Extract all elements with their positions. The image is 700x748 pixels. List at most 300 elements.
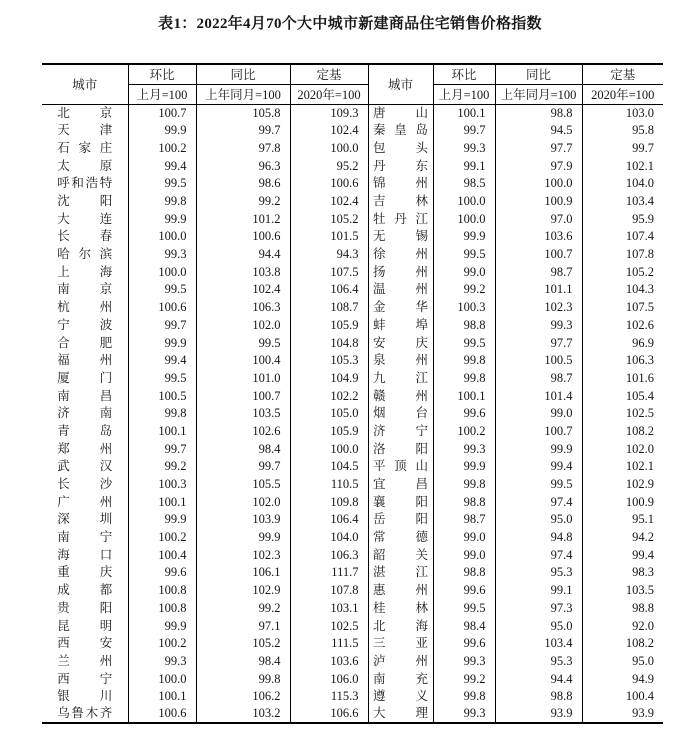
left-mom-value: 99.9 bbox=[128, 122, 196, 140]
right-city-name: 大 理 bbox=[368, 705, 433, 723]
right-yoy-value: 99.1 bbox=[495, 582, 582, 600]
right-city-name: 秦 皇 岛 bbox=[368, 122, 433, 140]
right-mom-value: 99.1 bbox=[433, 157, 495, 175]
left-yoy-value: 102.0 bbox=[196, 316, 290, 334]
header-city-right: 城市 bbox=[368, 64, 433, 104]
header-fixed-left: 定基 bbox=[290, 64, 368, 84]
table-row bbox=[42, 422, 663, 440]
right-fixed-value: 103.5 bbox=[625, 583, 654, 598]
right-mom-value: 98.4 bbox=[433, 617, 495, 635]
left-mom-value: 99.9 bbox=[128, 334, 196, 352]
right-fixed-value: 92.0 bbox=[632, 618, 654, 633]
left-fixed-value: 105.9 bbox=[290, 422, 368, 440]
left-city-name: 大 连 bbox=[42, 210, 128, 228]
left-fixed-value: 105.0 bbox=[290, 405, 368, 423]
right-mom-value: 99.5 bbox=[433, 334, 495, 352]
left-city-name: 呼 和 浩 特 bbox=[42, 175, 128, 193]
left-mom-value: 100.2 bbox=[128, 139, 196, 157]
right-city-name: 温 州 bbox=[368, 281, 433, 299]
right-city-name: 泸 州 bbox=[368, 652, 433, 670]
right-mom-value: 99.9 bbox=[433, 458, 495, 476]
table-row bbox=[42, 440, 663, 458]
right-mom-value: 99.0 bbox=[433, 529, 495, 547]
left-yoy-value: 100.6 bbox=[196, 228, 290, 246]
left-city-name: 海 口 bbox=[42, 546, 128, 564]
right-fixed-value: 95.8 bbox=[632, 123, 654, 138]
right-yoy-value: 97.4 bbox=[495, 546, 582, 564]
right-yoy-value: 98.7 bbox=[495, 369, 582, 387]
left-mom-value: 100.7 bbox=[128, 104, 196, 122]
table-row bbox=[42, 458, 663, 476]
right-city-name: 常 德 bbox=[368, 529, 433, 547]
header-yoy-left: 同比 bbox=[196, 64, 290, 84]
right-city-name: 赣 州 bbox=[368, 387, 433, 405]
right-fixed-value: 100.9 bbox=[625, 494, 654, 509]
right-yoy-value: 98.8 bbox=[495, 688, 582, 706]
right-fixed-value: 107.8 bbox=[625, 247, 654, 262]
table-row bbox=[42, 511, 663, 529]
left-mom-value: 99.3 bbox=[128, 652, 196, 670]
right-mom-value: 99.3 bbox=[433, 705, 495, 723]
right-yoy-value: 99.4 bbox=[495, 458, 582, 476]
left-city-name: 厦 门 bbox=[42, 369, 128, 387]
right-yoy-value: 97.4 bbox=[495, 493, 582, 511]
right-yoy-value: 97.0 bbox=[495, 210, 582, 228]
right-fixed-value: 103.0 bbox=[625, 105, 654, 120]
left-mom-value: 99.7 bbox=[128, 316, 196, 334]
right-city-name: 丹 东 bbox=[368, 157, 433, 175]
right-city-name: 宜 昌 bbox=[368, 475, 433, 493]
right-yoy-value: 97.9 bbox=[495, 157, 582, 175]
left-yoy-value: 102.3 bbox=[196, 546, 290, 564]
left-yoy-value: 102.4 bbox=[196, 281, 290, 299]
left-yoy-value: 106.2 bbox=[196, 688, 290, 706]
left-mom-value: 99.5 bbox=[128, 281, 196, 299]
left-mom-value: 99.7 bbox=[128, 440, 196, 458]
left-mom-value: 100.8 bbox=[128, 599, 196, 617]
right-yoy-value: 101.1 bbox=[495, 281, 582, 299]
left-yoy-value: 99.7 bbox=[196, 122, 290, 140]
left-city-name: 宁 波 bbox=[42, 316, 128, 334]
left-fixed-value: 110.5 bbox=[290, 475, 368, 493]
right-yoy-value: 99.0 bbox=[495, 405, 582, 423]
right-city-name: 蚌 埠 bbox=[368, 316, 433, 334]
right-city-name: 金 华 bbox=[368, 299, 433, 317]
left-city-name: 成 都 bbox=[42, 582, 128, 600]
right-mom-value: 99.3 bbox=[433, 652, 495, 670]
right-city-name: 无 锡 bbox=[368, 228, 433, 246]
right-fixed-value: 105.2 bbox=[625, 264, 654, 279]
price-index-table bbox=[42, 63, 663, 724]
left-fixed-value: 100.0 bbox=[290, 139, 368, 157]
right-mom-value: 100.1 bbox=[433, 104, 495, 122]
right-yoy-value: 100.7 bbox=[495, 246, 582, 264]
left-fixed-value: 104.0 bbox=[290, 529, 368, 547]
left-mom-value: 99.8 bbox=[128, 405, 196, 423]
table-row bbox=[42, 546, 663, 564]
left-mom-value: 99.9 bbox=[128, 617, 196, 635]
left-city-name: 青 岛 bbox=[42, 422, 128, 440]
left-city-name: 济 南 bbox=[42, 405, 128, 423]
right-yoy-value: 103.4 bbox=[495, 635, 582, 653]
left-yoy-value: 101.2 bbox=[196, 210, 290, 228]
right-fixed-value: 108.2 bbox=[625, 636, 654, 651]
left-fixed-value: 104.5 bbox=[290, 458, 368, 476]
right-yoy-value: 99.5 bbox=[495, 475, 582, 493]
right-fixed-value: 99.7 bbox=[632, 140, 654, 155]
left-fixed-value: 102.4 bbox=[290, 192, 368, 210]
right-yoy-value: 103.6 bbox=[495, 228, 582, 246]
right-city-name: 南 充 bbox=[368, 670, 433, 688]
left-yoy-value: 103.8 bbox=[196, 263, 290, 281]
right-fixed-value: 104.0 bbox=[625, 176, 654, 191]
left-yoy-value: 103.2 bbox=[196, 705, 290, 723]
right-fixed-value: 99.4 bbox=[632, 547, 654, 562]
right-city-name: 遵 义 bbox=[368, 688, 433, 706]
right-mom-value: 99.5 bbox=[433, 246, 495, 264]
right-fixed-value: 96.9 bbox=[632, 335, 654, 350]
header-yoy-base-left: 上年同月=100 bbox=[196, 84, 290, 104]
left-mom-value: 99.2 bbox=[128, 458, 196, 476]
table-row bbox=[42, 617, 663, 635]
left-mom-value: 100.6 bbox=[128, 299, 196, 317]
right-city-name: 济 宁 bbox=[368, 422, 433, 440]
left-mom-value: 100.1 bbox=[128, 422, 196, 440]
left-city-name: 乌 鲁 木 齐 bbox=[42, 705, 128, 723]
right-mom-value: 98.8 bbox=[433, 564, 495, 582]
header-yoy-right: 同比 bbox=[495, 64, 582, 84]
table-row bbox=[42, 122, 663, 140]
table-row bbox=[42, 369, 663, 387]
left-yoy-value: 99.9 bbox=[196, 529, 290, 547]
left-fixed-value: 111.7 bbox=[290, 564, 368, 582]
left-fixed-value: 106.6 bbox=[290, 705, 368, 723]
left-yoy-value: 98.4 bbox=[196, 652, 290, 670]
header-fixed-base-left: 2020年=100 bbox=[290, 84, 368, 104]
left-yoy-value: 102.0 bbox=[196, 493, 290, 511]
left-yoy-value: 101.0 bbox=[196, 369, 290, 387]
right-city-name: 湛 江 bbox=[368, 564, 433, 582]
left-fixed-value: 101.5 bbox=[290, 228, 368, 246]
right-fixed-value: 102.9 bbox=[625, 477, 654, 492]
header-yoy-base-right: 上年同月=100 bbox=[495, 84, 582, 104]
table-row bbox=[42, 564, 663, 582]
left-fixed-value: 106.0 bbox=[290, 670, 368, 688]
left-city-name: 深 圳 bbox=[42, 511, 128, 529]
right-city-name: 泉 州 bbox=[368, 352, 433, 370]
right-fixed-value: 95.9 bbox=[632, 211, 654, 226]
table-title: 表1：2022年4月70个大中城市新建商品住宅销售价格指数 bbox=[158, 16, 542, 32]
table-body bbox=[42, 104, 663, 723]
table-row bbox=[42, 405, 663, 423]
right-city-name: 襄 阳 bbox=[368, 493, 433, 511]
right-mom-value: 99.0 bbox=[433, 546, 495, 564]
left-city-name: 武 汉 bbox=[42, 458, 128, 476]
right-fixed-value: 95.0 bbox=[632, 653, 654, 668]
left-fixed-value: 106.3 bbox=[290, 546, 368, 564]
right-fixed-value: 107.4 bbox=[625, 229, 654, 244]
left-fixed-value: 111.5 bbox=[290, 635, 368, 653]
left-city-name: 北 京 bbox=[42, 104, 128, 122]
right-mom-value: 99.9 bbox=[433, 228, 495, 246]
header-city-left: 城市 bbox=[42, 64, 128, 104]
table-row bbox=[42, 529, 663, 547]
table-row bbox=[42, 652, 663, 670]
left-city-name: 石 家 庄 bbox=[42, 139, 128, 157]
left-fixed-value: 100.0 bbox=[290, 440, 368, 458]
right-city-name: 九 江 bbox=[368, 369, 433, 387]
right-yoy-value: 100.0 bbox=[495, 175, 582, 193]
left-mom-value: 99.4 bbox=[128, 352, 196, 370]
right-fixed-value: 108.2 bbox=[625, 423, 654, 438]
table-row bbox=[42, 635, 663, 653]
right-yoy-value: 95.0 bbox=[495, 511, 582, 529]
right-yoy-value: 98.7 bbox=[495, 263, 582, 281]
right-yoy-value: 93.9 bbox=[495, 705, 582, 723]
left-city-name: 合 肥 bbox=[42, 334, 128, 352]
header-fixed-base-right: 2020年=100 bbox=[591, 88, 655, 102]
right-city-name: 烟 台 bbox=[368, 405, 433, 423]
left-yoy-value: 99.2 bbox=[196, 599, 290, 617]
left-city-name: 广 州 bbox=[42, 493, 128, 511]
right-mom-value: 100.2 bbox=[433, 422, 495, 440]
right-fixed-value: 94.2 bbox=[632, 530, 654, 545]
right-fixed-value: 102.5 bbox=[625, 406, 654, 421]
left-mom-value: 100.3 bbox=[128, 475, 196, 493]
left-mom-value: 99.8 bbox=[128, 192, 196, 210]
table-row bbox=[42, 316, 663, 334]
right-fixed-value: 101.6 bbox=[625, 370, 654, 385]
left-fixed-value: 106.4 bbox=[290, 281, 368, 299]
right-yoy-value: 95.3 bbox=[495, 652, 582, 670]
right-city-name: 洛 阳 bbox=[368, 440, 433, 458]
right-fixed-value: 102.1 bbox=[625, 459, 654, 474]
table-row bbox=[42, 688, 663, 706]
right-mom-value: 99.8 bbox=[433, 475, 495, 493]
left-mom-value: 99.5 bbox=[128, 175, 196, 193]
left-city-name: 银 川 bbox=[42, 688, 128, 706]
left-mom-value: 100.8 bbox=[128, 582, 196, 600]
table-row bbox=[42, 493, 663, 511]
table-row bbox=[42, 228, 663, 246]
right-fixed-value: 104.3 bbox=[625, 282, 654, 297]
left-fixed-value: 100.6 bbox=[290, 175, 368, 193]
right-yoy-value: 97.3 bbox=[495, 599, 582, 617]
right-city-name: 包 头 bbox=[368, 139, 433, 157]
left-yoy-value: 97.1 bbox=[196, 617, 290, 635]
right-mom-value: 99.2 bbox=[433, 281, 495, 299]
left-yoy-value: 94.4 bbox=[196, 246, 290, 264]
right-city-name: 扬 州 bbox=[368, 263, 433, 281]
left-yoy-value: 100.4 bbox=[196, 352, 290, 370]
table-row bbox=[42, 705, 663, 723]
right-city-name: 安 庆 bbox=[368, 334, 433, 352]
left-yoy-value: 99.5 bbox=[196, 334, 290, 352]
right-mom-value: 99.6 bbox=[433, 405, 495, 423]
left-city-name: 兰 州 bbox=[42, 652, 128, 670]
left-mom-value: 100.0 bbox=[128, 670, 196, 688]
right-mom-value: 98.8 bbox=[433, 316, 495, 334]
table-row bbox=[42, 582, 663, 600]
right-mom-value: 99.7 bbox=[433, 122, 495, 140]
left-fixed-value: 107.5 bbox=[290, 263, 368, 281]
left-city-name: 哈 尔 滨 bbox=[42, 246, 128, 264]
right-fixed-value: 95.1 bbox=[632, 512, 654, 527]
left-fixed-value: 103.1 bbox=[290, 599, 368, 617]
right-city-name: 徐 州 bbox=[368, 246, 433, 264]
left-city-name: 郑 州 bbox=[42, 440, 128, 458]
left-yoy-value: 105.2 bbox=[196, 635, 290, 653]
right-mom-value: 99.6 bbox=[433, 582, 495, 600]
left-mom-value: 100.0 bbox=[128, 263, 196, 281]
right-mom-value: 99.8 bbox=[433, 352, 495, 370]
table-row bbox=[42, 599, 663, 617]
left-yoy-value: 105.5 bbox=[196, 475, 290, 493]
right-city-name: 牡 丹 江 bbox=[368, 210, 433, 228]
left-city-name: 沈 阳 bbox=[42, 192, 128, 210]
right-yoy-value: 95.3 bbox=[495, 564, 582, 582]
right-city-name: 惠 州 bbox=[368, 582, 433, 600]
right-city-name: 锦 州 bbox=[368, 175, 433, 193]
left-mom-value: 100.1 bbox=[128, 688, 196, 706]
left-yoy-value: 97.8 bbox=[196, 139, 290, 157]
left-yoy-value: 102.9 bbox=[196, 582, 290, 600]
right-city-name: 吉 林 bbox=[368, 192, 433, 210]
left-mom-value: 100.6 bbox=[128, 705, 196, 723]
table-row bbox=[42, 281, 663, 299]
left-fixed-value: 105.2 bbox=[290, 210, 368, 228]
left-yoy-value: 99.7 bbox=[196, 458, 290, 476]
left-fixed-value: 104.9 bbox=[290, 369, 368, 387]
right-yoy-value: 94.4 bbox=[495, 670, 582, 688]
header-mom-right: 环比 bbox=[433, 64, 495, 84]
left-fixed-value: 103.6 bbox=[290, 652, 368, 670]
left-yoy-value: 100.7 bbox=[196, 387, 290, 405]
left-city-name: 天 津 bbox=[42, 122, 128, 140]
left-city-name: 南 京 bbox=[42, 281, 128, 299]
right-mom-value: 99.3 bbox=[433, 440, 495, 458]
table-row bbox=[42, 670, 663, 688]
right-fixed-value: 103.4 bbox=[625, 194, 654, 209]
table-row bbox=[42, 139, 663, 157]
left-fixed-value: 102.5 bbox=[290, 617, 368, 635]
left-fixed-value: 104.8 bbox=[290, 334, 368, 352]
left-yoy-value: 96.3 bbox=[196, 157, 290, 175]
left-yoy-value: 99.2 bbox=[196, 192, 290, 210]
left-fixed-value: 109.3 bbox=[290, 104, 368, 122]
left-city-name: 昆 明 bbox=[42, 617, 128, 635]
right-mom-value: 99.8 bbox=[433, 688, 495, 706]
table-row bbox=[42, 352, 663, 370]
right-city-name: 平 顶 山 bbox=[368, 458, 433, 476]
right-fixed-value: 100.4 bbox=[625, 689, 654, 704]
header-mom-left: 环比 bbox=[128, 64, 196, 84]
left-city-name: 重 庆 bbox=[42, 564, 128, 582]
left-mom-value: 99.9 bbox=[128, 511, 196, 529]
right-fixed-value: 93.9 bbox=[632, 706, 654, 721]
right-fixed-value: 102.0 bbox=[625, 441, 654, 456]
left-city-name: 长 沙 bbox=[42, 475, 128, 493]
left-city-name: 贵 阳 bbox=[42, 599, 128, 617]
left-mom-value: 99.5 bbox=[128, 369, 196, 387]
left-city-name: 西 宁 bbox=[42, 670, 128, 688]
right-fixed-value: 107.5 bbox=[625, 300, 654, 315]
right-yoy-value: 100.9 bbox=[495, 192, 582, 210]
left-yoy-value: 98.6 bbox=[196, 175, 290, 193]
right-mom-value: 100.3 bbox=[433, 299, 495, 317]
left-mom-value: 100.0 bbox=[128, 228, 196, 246]
left-yoy-value: 106.1 bbox=[196, 564, 290, 582]
table-row bbox=[42, 263, 663, 281]
right-yoy-value: 94.8 bbox=[495, 529, 582, 547]
right-yoy-value: 100.7 bbox=[495, 422, 582, 440]
left-fixed-value: 94.3 bbox=[290, 246, 368, 264]
right-yoy-value: 99.9 bbox=[495, 440, 582, 458]
left-mom-value: 99.4 bbox=[128, 157, 196, 175]
left-city-name: 南 宁 bbox=[42, 529, 128, 547]
left-city-name: 太 原 bbox=[42, 157, 128, 175]
right-fixed-value: 94.9 bbox=[632, 671, 654, 686]
table-row bbox=[42, 192, 663, 210]
table-row bbox=[42, 104, 663, 122]
right-yoy-value: 99.3 bbox=[495, 316, 582, 334]
right-mom-value: 98.7 bbox=[433, 511, 495, 529]
right-fixed-value: 102.1 bbox=[625, 158, 654, 173]
left-yoy-value: 103.9 bbox=[196, 511, 290, 529]
table-row bbox=[42, 475, 663, 493]
left-fixed-value: 106.4 bbox=[290, 511, 368, 529]
left-fixed-value: 105.9 bbox=[290, 316, 368, 334]
left-city-name: 福 州 bbox=[42, 352, 128, 370]
left-city-name: 南 昌 bbox=[42, 387, 128, 405]
left-city-name: 上 海 bbox=[42, 263, 128, 281]
right-city-name: 唐 山 bbox=[368, 104, 433, 122]
left-fixed-value: 108.7 bbox=[290, 299, 368, 317]
right-fixed-value: 105.4 bbox=[625, 388, 654, 403]
table-row bbox=[42, 175, 663, 193]
left-yoy-value: 99.8 bbox=[196, 670, 290, 688]
right-yoy-value: 97.7 bbox=[495, 139, 582, 157]
right-fixed-value: 98.3 bbox=[632, 565, 654, 580]
left-mom-value: 100.2 bbox=[128, 529, 196, 547]
header-mom-base-left: 上月=100 bbox=[128, 84, 196, 104]
left-fixed-value: 107.8 bbox=[290, 582, 368, 600]
left-mom-value: 99.6 bbox=[128, 564, 196, 582]
right-mom-value: 100.0 bbox=[433, 210, 495, 228]
left-yoy-value: 103.5 bbox=[196, 405, 290, 423]
right-mom-value: 99.3 bbox=[433, 139, 495, 157]
right-yoy-value: 98.8 bbox=[495, 104, 582, 122]
right-mom-value: 99.8 bbox=[433, 369, 495, 387]
table-row bbox=[42, 299, 663, 317]
right-mom-value: 99.2 bbox=[433, 670, 495, 688]
table-row bbox=[42, 246, 663, 264]
right-yoy-value: 95.0 bbox=[495, 617, 582, 635]
right-mom-value: 99.6 bbox=[433, 635, 495, 653]
left-yoy-value: 106.3 bbox=[196, 299, 290, 317]
right-mom-value: 100.1 bbox=[433, 387, 495, 405]
right-city-name: 桂 林 bbox=[368, 599, 433, 617]
right-yoy-value: 97.7 bbox=[495, 334, 582, 352]
left-fixed-value: 115.3 bbox=[290, 688, 368, 706]
left-mom-value: 99.3 bbox=[128, 246, 196, 264]
left-yoy-value: 105.8 bbox=[196, 104, 290, 122]
right-fixed-value: 106.3 bbox=[625, 353, 654, 368]
right-yoy-value: 94.5 bbox=[495, 122, 582, 140]
left-yoy-value: 102.6 bbox=[196, 422, 290, 440]
right-fixed-value: 98.8 bbox=[632, 600, 654, 615]
right-mom-value: 100.0 bbox=[433, 192, 495, 210]
